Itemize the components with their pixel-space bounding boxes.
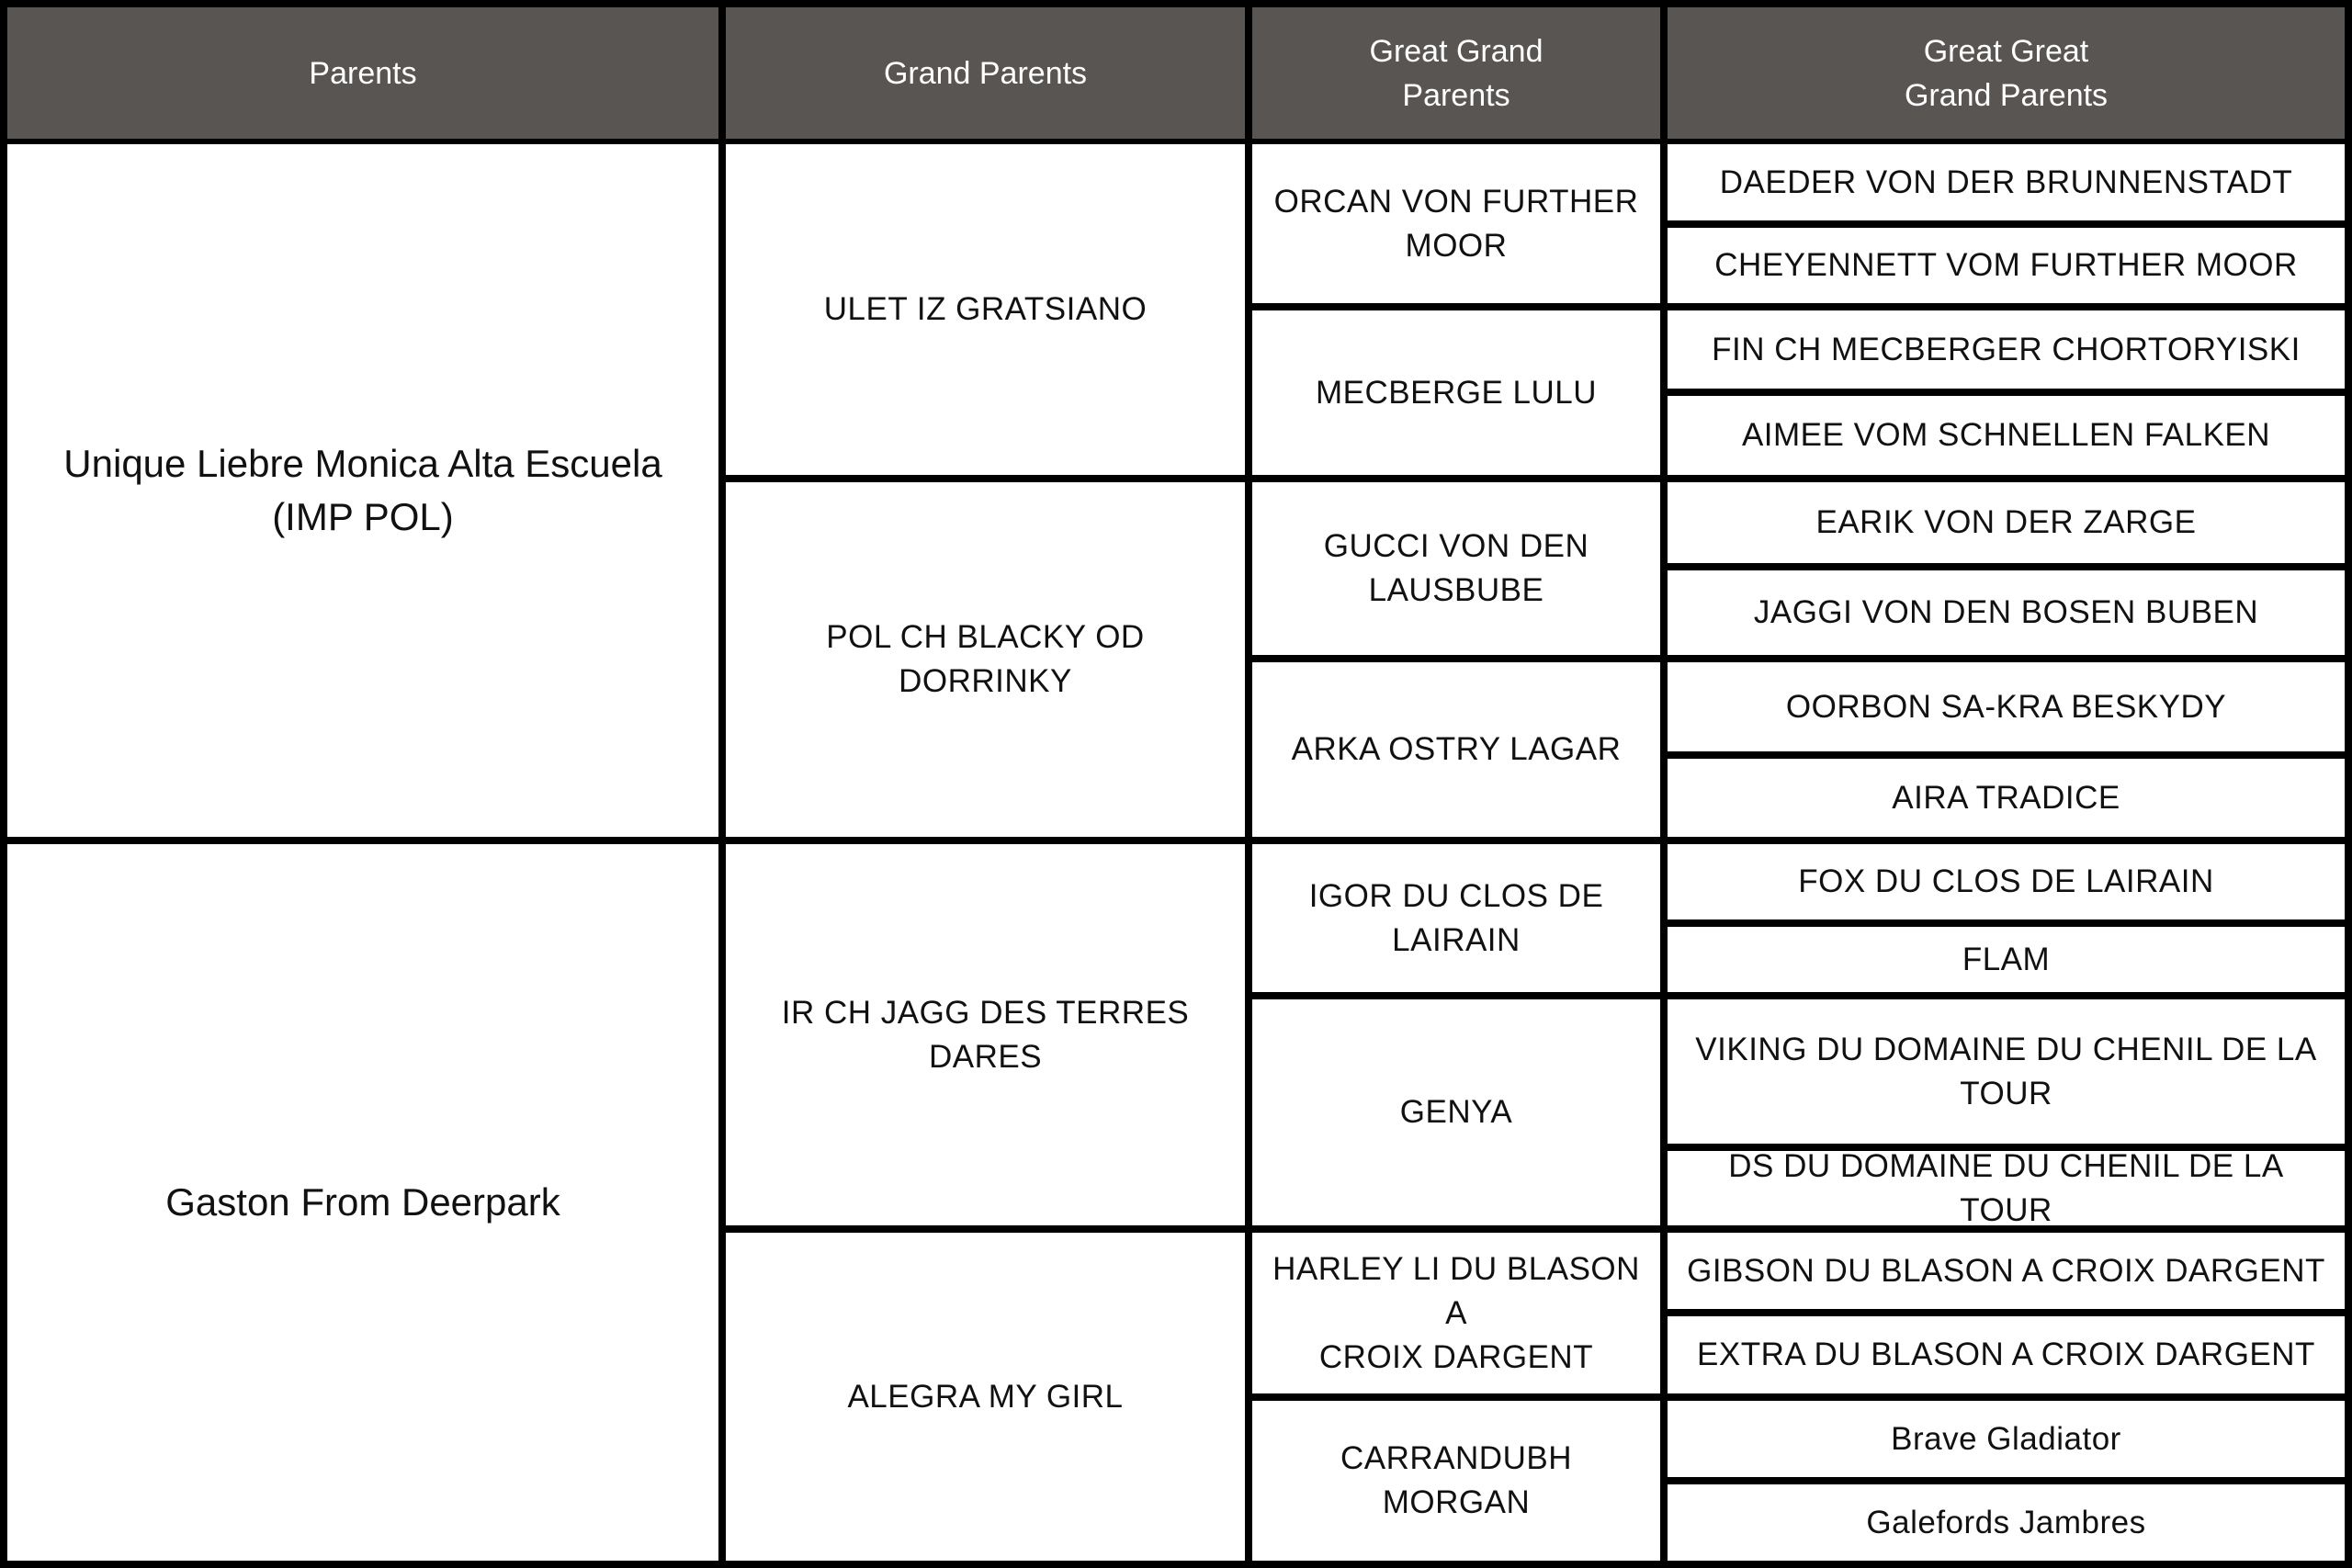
header-great-great-grand-parents: Great Great Grand Parents [1668, 7, 2345, 139]
grand-parent-cell: ULET IZ GRATSIANO [726, 144, 1245, 475]
great-grand-parent-cell: MECBERGE LULU [1252, 310, 1660, 475]
great-great-grand-parent-cell: FOX DU CLOS DE LAIRAIN [1668, 844, 2345, 919]
great-grand-parent-cell: CARRANDUBH MORGAN [1252, 1401, 1660, 1561]
great-grand-parent-cell: ARKA OSTRY LAGAR [1252, 662, 1660, 837]
great-great-grand-parent-cell: OORBON SA-KRA BESKYDY [1668, 662, 2345, 751]
parent-cell: Gaston From Deerpark [7, 844, 718, 1561]
great-grand-parent-cell: IGOR DU CLOS DE LAIRAIN [1252, 844, 1660, 992]
parent-cell: Unique Liebre Monica Alta Escuela (IMP POL) [7, 144, 718, 837]
great-great-grand-parent-cell: Galefords Jambres [1668, 1484, 2345, 1561]
grand-parent-cell: ALEGRA MY GIRL [726, 1233, 1245, 1561]
header-great-grand-parents: Great Grand Parents [1252, 7, 1660, 139]
great-grand-parent-cell: ORCAN VON FURTHER MOOR [1252, 144, 1660, 303]
great-great-grand-parent-cell: AIMEE VOM SCHNELLEN FALKEN [1668, 396, 2345, 475]
great-great-grand-parent-cell: Brave Gladiator [1668, 1401, 2345, 1477]
great-great-grand-parent-cell: VIKING DU DOMAINE DU CHENIL DE LA TOUR [1668, 999, 2345, 1144]
header-grand-parents: Grand Parents [726, 7, 1245, 139]
great-grand-parent-cell: HARLEY LI DU BLASON A CROIX DARGENT [1252, 1233, 1660, 1393]
great-great-grand-parent-cell: EXTRA DU BLASON A CROIX DARGENT [1668, 1316, 2345, 1393]
great-great-grand-parent-cell: CHEYENNETT VOM FURTHER MOOR [1668, 228, 2345, 303]
great-great-grand-parent-cell: DS DU DOMAINE DU CHENIL DE LA TOUR [1668, 1151, 2345, 1225]
header-parents: Parents [7, 7, 718, 139]
grand-parent-cell: POL CH BLACKY OD DORRINKY [726, 482, 1245, 837]
great-great-grand-parent-cell: FIN CH MECBERGER CHORTORYISKI [1668, 310, 2345, 389]
great-great-grand-parent-cell: GIBSON DU BLASON A CROIX DARGENT [1668, 1233, 2345, 1309]
great-great-grand-parent-cell: JAGGI VON DEN BOSEN BUBEN [1668, 570, 2345, 655]
great-great-grand-parent-cell: FLAM [1668, 927, 2345, 992]
great-great-grand-parent-cell: AIRA TRADICE [1668, 759, 2345, 837]
great-grand-parent-cell: GUCCI VON DEN LAUSBUBE [1252, 482, 1660, 655]
great-great-grand-parent-cell: DAEDER VON DER BRUNNENSTADT [1668, 144, 2345, 220]
great-great-grand-parent-cell: EARIK VON DER ZARGE [1668, 482, 2345, 563]
great-grand-parent-cell: GENYA [1252, 999, 1660, 1225]
grand-parent-cell: IR CH JAGG DES TERRES DARES [726, 844, 1245, 1225]
